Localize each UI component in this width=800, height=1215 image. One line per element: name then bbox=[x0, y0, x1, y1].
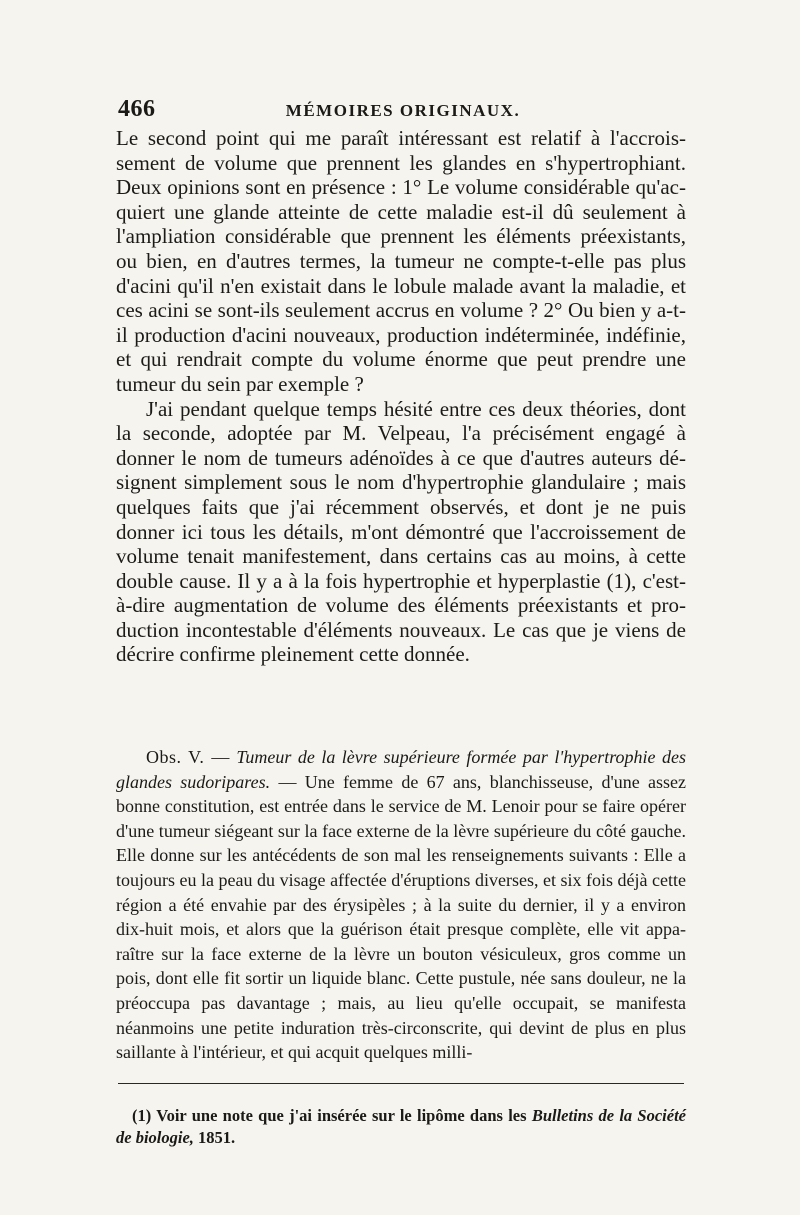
footnote-citation: Bulletins de la Société de biologie, bbox=[116, 1106, 686, 1147]
footnote-text: (1) Voir une note que j'ai insérée sur le lipôme dans les bbox=[132, 1106, 527, 1125]
observation-title: Tumeur de la lèvre supérieure formée par l'hypertrophie des glandes sudoripares. bbox=[116, 747, 687, 792]
footnote bbox=[116, 1105, 686, 1149]
page-number: 466 bbox=[118, 96, 156, 122]
page-header bbox=[118, 96, 688, 126]
footnote-rule bbox=[118, 1083, 684, 1084]
observation-section bbox=[116, 745, 686, 1065]
running-title: MÉMOIRES ORIGINAUX. bbox=[285, 101, 521, 120]
observation-text: — Une femme de 67 ans, blanchisseuse, d'une assez bonne constitution, est entrée dans le service de M. Lenoir pour se faire opérer d'une tumeur siégeant sur la face externe de la lèvre supérieure du côté gauche. Elle donne sur les antécédents de son mal les renseignements suivants : Elle a toujours eu la peau du visage affectée d'éruptions diverses, et six fois déjà cette région a été envahie par des érysipèles ; à la suite du dernier, il y a environ dix-huit mois, et alors que la guérison était presque complète, elle vit apparaître sur la face externe de la lèvre un bouton vésiculeux, gros comme un pois, dont elle fit sortir un liquide blanc. Cette pustule, née sans douleur, ne la préoccupa pas davantage ; mais, au lieu qu'elle occupait, se manifesta néanmoins une petite induration très-circonscrite, qui devint de plus en plus saillante à l'intérieur, et qui acquit quelques milli- bbox=[116, 771, 686, 1063]
footnote-year: 1851. bbox=[198, 1128, 236, 1147]
observation-paragraph bbox=[116, 745, 686, 1065]
paragraph: J'ai pendant quelque temps hésité entre ces deux théories, dont la seconde, adoptée par M. Velpeau, l'a précisément engagé à donner le nom de tumeurs adénoïdes à ce que d'autres auteurs désignent simplement sous le nom d'hypertrophie glandulaire ; mais quelques faits que j'ai récemment observés, et dont je ne puis donner ici tous les détails, m'ont démontré que l'accroissement de volume tenait manifestement, dans certains cas au moins, à cette double cause. Il y a à la fois hypertrophie et hyperplastie (1), c'est-à-dire augmentation de volume des éléments préexistants et production incontestable d'éléments nouveaux. Le cas que je viens de décrire confirme pleinement cette donnée. bbox=[116, 396, 686, 667]
main-text bbox=[116, 126, 686, 667]
footnote-paragraph bbox=[116, 1105, 686, 1149]
paragraph: Le second point qui me paraît intéressant est relatif à l'accroissement de volume que prennent les glandes en s'hypertrophiant. Deux opinions sont en présence : 1° Le volume considérable qu'acquiert une glande atteinte de cette maladie est-il dû seulement à l'ampliation considérable que prennent les éléments préexistants, ou bien, en d'autres termes, la tumeur ne compte-t-elle pas plus d'acini qu'il n'en existait dans le lobule malade avant la maladie, et ces acini se sont-ils seulement accrus en volume ? 2° Ou bien y a-t-il production d'acini nouveaux, production indéterminée, indéfinie, et qui rendrait compte du volume énorme que peut prendre une tumeur du sein par exemple ? bbox=[116, 126, 686, 396]
observation-label: Obs. V. — bbox=[146, 747, 230, 767]
